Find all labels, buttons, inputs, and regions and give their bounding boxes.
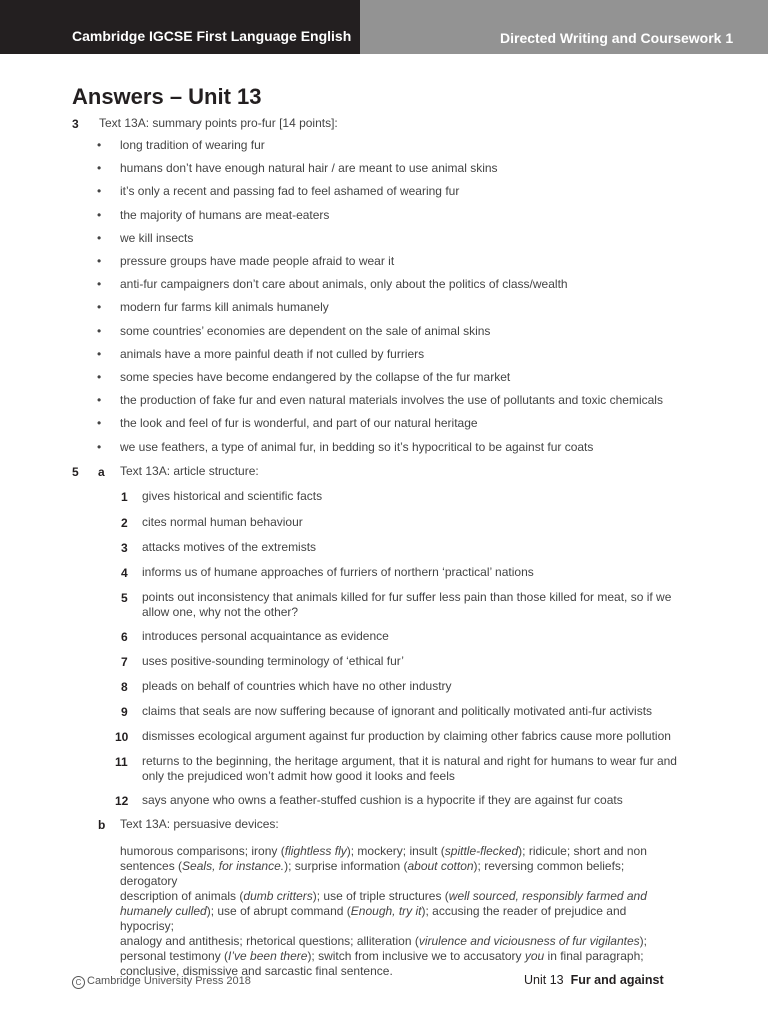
bullet-icon: • [97, 161, 102, 176]
bullet-icon: • [97, 230, 102, 245]
list-item-number: 2 [121, 516, 128, 530]
q5a-list-item: introduces personal acquaintance as evidence [142, 629, 389, 643]
q3-bullet-item: modern fur farms kill animals humanely [120, 300, 329, 315]
q5a-list-item: points out inconsistency that animals killed for fur suffer less pain than those killed for meat, so if we allow one, why not the other? [142, 590, 672, 619]
question-number-5: 5 [72, 465, 79, 479]
q5b-intro: Text 13A: persuasive devices: [120, 817, 279, 831]
q5a-intro: Text 13A: article structure: [120, 464, 259, 478]
list-item-number: 11 [115, 755, 128, 769]
section-title: Directed Writing and Coursework 1 [500, 30, 734, 46]
list-item-number: 5 [121, 591, 128, 605]
list-item-number: 1 [121, 490, 128, 504]
bullet-icon: • [97, 254, 102, 268]
page-title: Answers – Unit 13 [72, 84, 262, 109]
q5b-line: personal testimony (I’ve been there); switch from inclusive we to accusatory you in final paragraph; [120, 949, 644, 963]
q3-bullet-item: the look and feel of fur is wonderful, and part of our natural heritage [120, 416, 478, 431]
part-a-label: a [98, 465, 105, 479]
bullet-icon: • [97, 393, 102, 408]
q3-bullet-item: long tradition of wearing fur [120, 138, 265, 152]
q5a-list-item: says anyone who owns a feather-stuffed cushion is a hypocrite if they are against fur coats [142, 793, 623, 807]
bullet-icon: • [97, 346, 102, 361]
q5b-line: sentences (Seals, for instance.); surprise information (about cotton); reversing common beliefs; derogatory [120, 859, 625, 888]
question-number-3: 3 [72, 117, 79, 131]
bullet-icon: • [97, 323, 102, 338]
q5a-list-item: pleads on behalf of countries which have no other industry [142, 679, 452, 693]
q5b-line: analogy and antithesis; rhetorical questions; alliteration (virulence and viciousness of fur vigilantes); [120, 934, 647, 948]
q5a-list-item: attacks motives of the extremists [142, 540, 317, 554]
q5a-list-item: dismisses ecological argument against fur production by claiming other fabrics cause more pollution [142, 729, 671, 743]
q3-bullet-item: we use feathers, a type of animal fur, in bedding so it’s hypocritical to be against fur coats [120, 439, 594, 454]
copyright-notice: C Cambridge University Press 2018 [72, 975, 251, 989]
bullet-icon: • [97, 370, 102, 384]
bullet-icon: • [97, 300, 102, 315]
bullet-icon: • [97, 138, 102, 152]
q5b-line: conclusive, dismissive and sarcastic final sentence. [120, 964, 393, 978]
q3-bullet-item: some species have become endangered by the collapse of the fur market [120, 370, 511, 384]
unit-number: Unit 13 [524, 973, 564, 987]
header-left-bar [0, 0, 360, 54]
q3-bullet-item: we kill insects [120, 230, 194, 245]
list-item-number: 9 [121, 705, 128, 719]
q3-intro: Text 13A: summary points pro-fur [14 points]: [99, 116, 338, 130]
q3-bullet-item: pressure groups have made people afraid to wear it [120, 254, 395, 268]
header-right-bar [360, 0, 768, 54]
list-item-number: 8 [121, 680, 128, 694]
q5b-line: description of animals (dumb critters); use of triple structures (well sourced, responsibly farmed and [120, 889, 647, 903]
list-item-number: 6 [121, 630, 128, 644]
copyright-icon: C [72, 976, 85, 989]
footer-unit [524, 973, 664, 987]
bullet-icon: • [97, 439, 102, 454]
q5a-list-item: gives historical and scientific facts [142, 489, 323, 503]
unit-title: Fur and against [570, 973, 664, 987]
q3-bullet-item: the majority of humans are meat-eaters [120, 207, 330, 222]
bullet-icon: • [97, 416, 102, 431]
part-b-label: b [98, 818, 106, 832]
q3-bullet-item: it’s only a recent and passing fad to feel ashamed of wearing fur [120, 184, 460, 199]
q3-bullet-item: the production of fake fur and even natural materials involves the use of pollutants and toxic chemicals [120, 393, 663, 408]
book-title: Cambridge IGCSE First Language English [72, 28, 352, 44]
list-item-number: 12 [115, 794, 129, 808]
bullet-icon: • [97, 207, 102, 222]
q5b-line: humanely culled); use of abrupt command (Enough, try it); accusing the reader of prejudice and hypocrisy; [120, 904, 627, 933]
q5a-list-item: cites normal human behaviour [142, 515, 303, 529]
bullet-icon: • [97, 277, 102, 292]
list-item-number: 4 [121, 566, 128, 580]
q3-bullet-item: animals have a more painful death if not culled by furriers [120, 346, 425, 361]
bullet-icon: • [97, 184, 102, 199]
q5a-list-item: claims that seals are now suffering because of ignorant and politically motivated anti-fur activists [142, 704, 653, 718]
q5a-list-item: uses positive-sounding terminology of ‘ethical fur’ [142, 654, 404, 668]
q3-bullet-item: some countries’ economies are dependent on the sale of animal skins [120, 323, 491, 338]
q5b-paragraph [120, 844, 680, 979]
list-item-number: 3 [121, 541, 128, 555]
q5a-list-item: returns to the beginning, the heritage argument, that it is natural and right for humans to wear fur and only the prejudiced won’t admit how good it looks and feels [142, 754, 677, 783]
q5b-line: humorous comparisons; irony (flightless fly); mockery; insult (spittle-flecked); ridicule; short and non [120, 844, 647, 858]
list-item-number: 10 [115, 730, 129, 744]
list-item-number: 7 [121, 655, 128, 669]
q3-bullet-item: humans don’t have enough natural hair / are meant to use animal skins [120, 161, 498, 176]
q3-bullet-item: anti-fur campaigners don’t care about animals, only about the politics of class/wealth [120, 277, 568, 292]
q5a-list-item: informs us of humane approaches of furriers of northern ‘practical’ nations [142, 565, 534, 579]
